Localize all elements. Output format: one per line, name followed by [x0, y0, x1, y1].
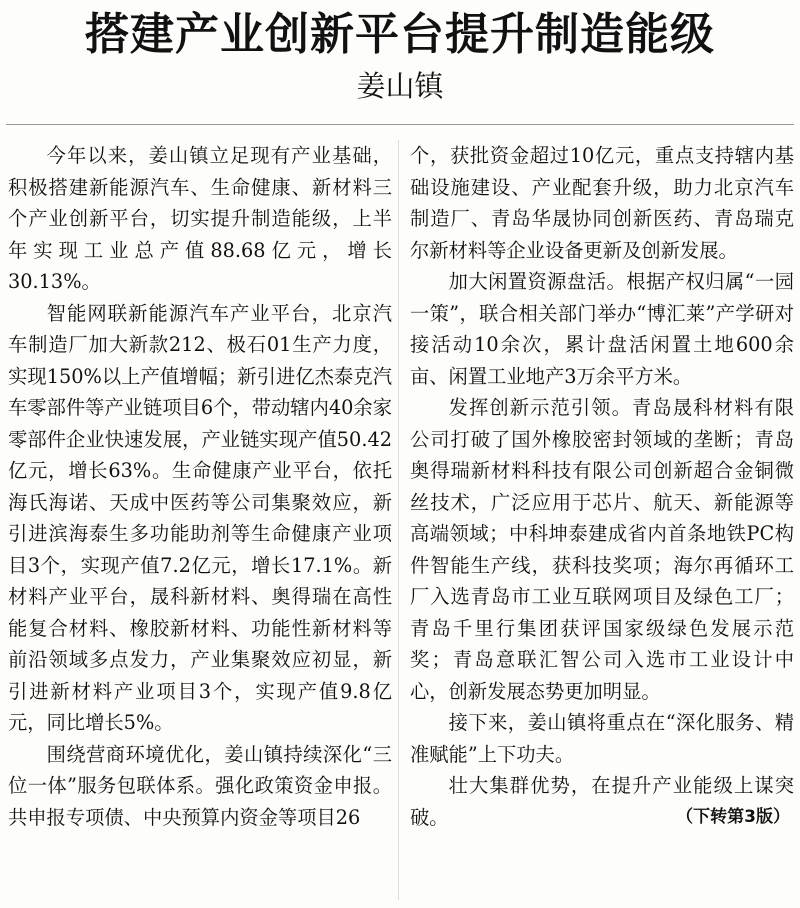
paragraph: 个，获批资金超过10亿元，重点支持辖内基础设施建设、产业配套升级，助力北京汽车制造厂、青岛华晟协同创新医药、青岛瑞克尔新材料等企业设备更新及创新发展。	[410, 144, 794, 262]
column-divider	[398, 140, 399, 900]
paragraph-last	[410, 770, 794, 833]
article-column-right	[410, 140, 794, 833]
continued-on-page-note: （下转第3版）	[676, 806, 790, 827]
paragraph: 接下来，姜山镇将重点在“深化服务、精准赋能”上下功夫。	[410, 711, 794, 766]
article-column-left	[8, 140, 392, 833]
paragraph: 智能网联新能源汽车产业平台，北京汽车制造厂加大新款212、极石01生产力度，实现150%以上产值增幅；新引进亿杰泰克汽车零部件等产业链项目6个，带动辖内40余家零部件企业快速发展，产业链实现产值50.42亿元，增长63%。生命健康产业平台，依托海氏海诺、天成中医药等公司集聚效应，新引进滨海泰生多功能助剂等生命健康产业项目3个，实现产值7.2亿元，增长17.1%。新材料产业平台，晟科新材料、奥得瑞在高性能复合材料、橡胶新材料、功能性新材料等前沿领域多点发力，产业集聚效应初显，新引进新材料产业项目3个，实现产值9.8亿元，同比增长5%。	[8, 301, 392, 734]
header-divider	[6, 124, 794, 125]
paragraph: 加大闲置资源盘活。根据产权归属“一园一策”，联合相关部门举办“博汇莱”产学研对接活动10余次，累计盘活闲置土地600余亩、闲置工业地产3万余平方米。	[410, 270, 794, 388]
article-headline: 搭建产业创新平台提升制造能级	[85, 9, 715, 60]
paragraph: 今年以来，姜山镇立足现有产业基础，积极搭建新能源汽车、生命健康、新材料三个产业创新平台，切实提升制造能级，上半年实现工业总产值88.68亿元，增长30.13%。	[8, 144, 392, 293]
paragraph: 围绕营商环境优化，姜山镇持续深化“三位一体”服务包联体系。强化政策资金申报。共申报专项债、中央预算内资金等项目26	[8, 742, 392, 829]
article-byline: 姜山镇	[356, 69, 444, 103]
paragraph: 发挥创新示范引领。青岛晟科材料有限公司打破了国外橡胶密封领域的垄断；青岛奥得瑞新材料科技有限公司创新超合金铜微丝技术，广泛应用于芯片、航天、新能源等高端领域；中科坤泰建成省内首条地铁PC构件智能生产线，获科技奖项；海尔再循环工厂入选青岛市工业互联网项目及绿色工厂；青岛千里行集团获评国家级绿色发展示范奖；青岛意联汇智公司入选市工业设计中心，创新发展态势更加明显。	[410, 396, 794, 703]
paragraph-text: 壮大集群优势，在提升产业能级上谋突破。	[410, 774, 794, 829]
